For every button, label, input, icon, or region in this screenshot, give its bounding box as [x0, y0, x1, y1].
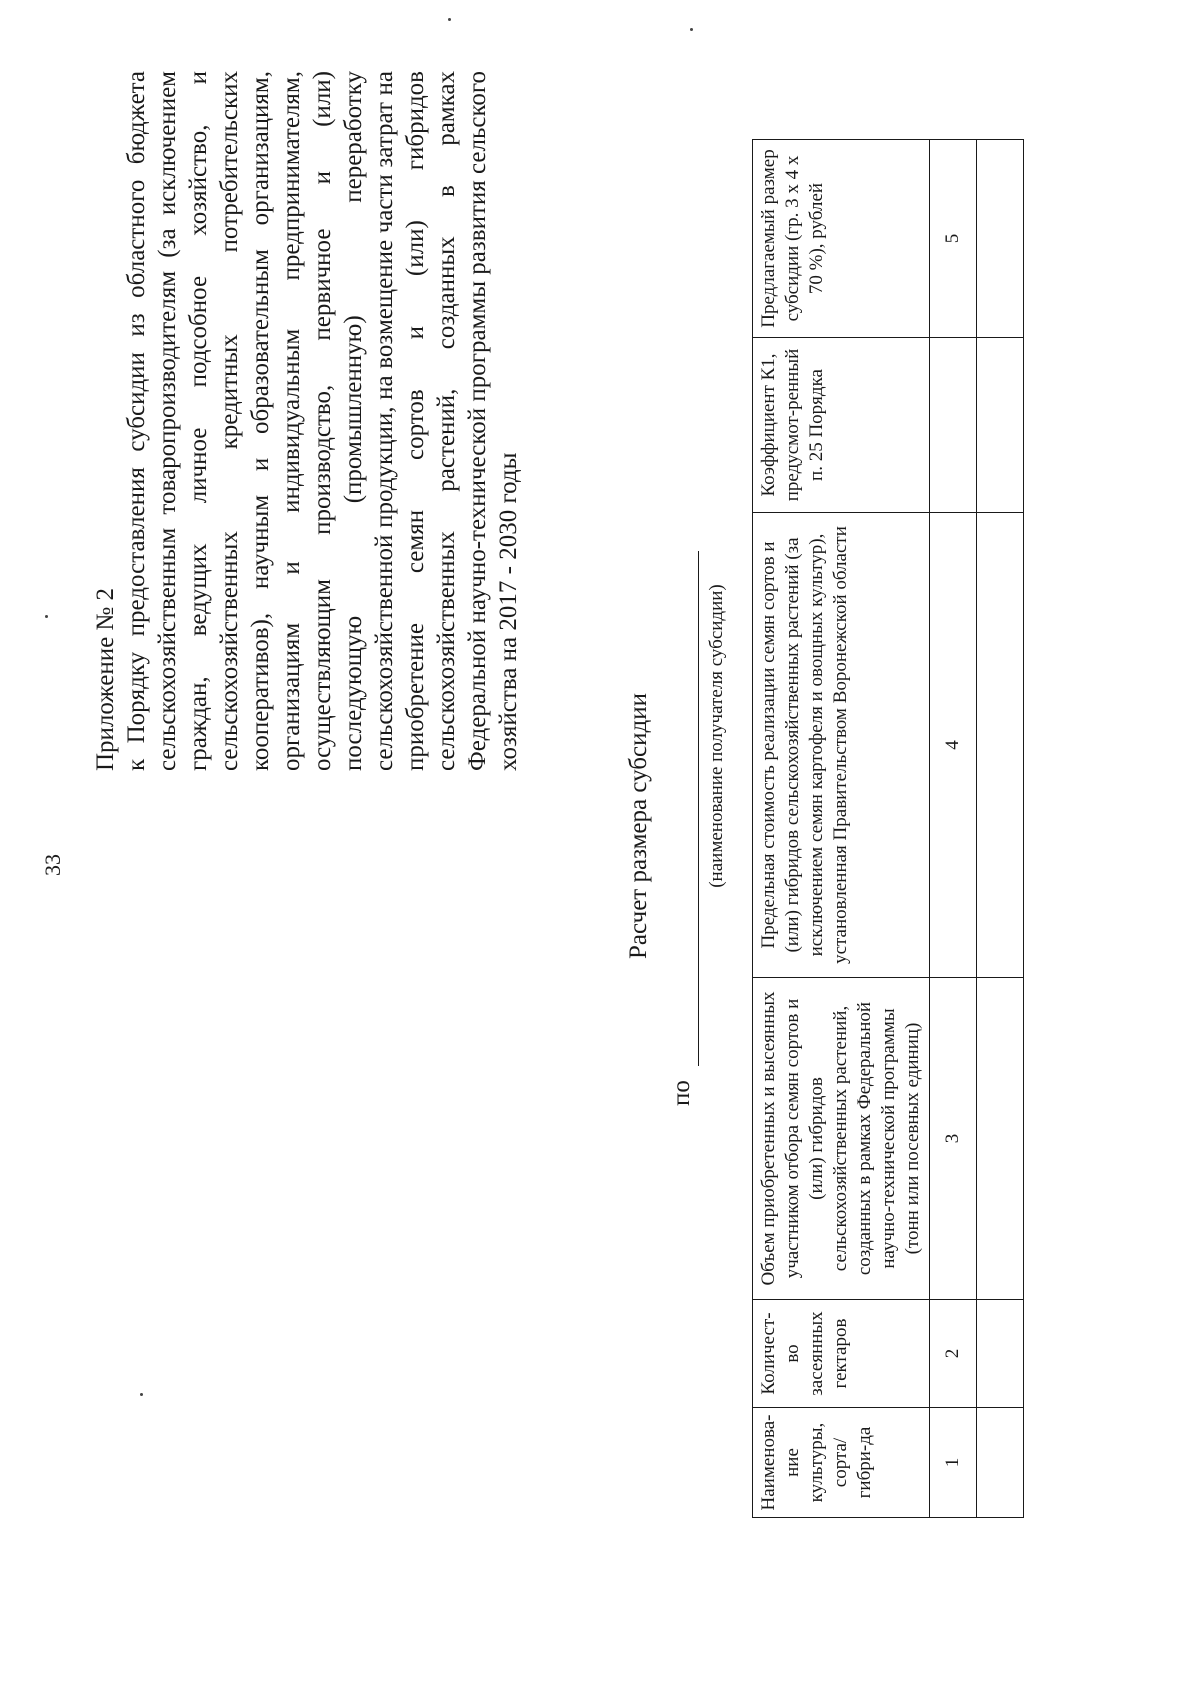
annex-body: к Порядку предоставления субсидии из областного бюджета сельскохозяйственным товаропроизводителям (за исключением граждан, ведущих личное подсобное хозяйство, и сельскохозяйственных кредитных потребительских кооперативов), научным и образовательным организациям, организациям и индивидуальным предпринимателям, осуществляющим производство, первичное и (или) последующую (промышленную) переработку сельскохозяйственной продукции, на возмещение части затрат на приобретение семян сортов и (или) гибридов сельскохозяйственных растений, созданных в рамках Федеральной научно-технической программы развития сельского хозяйства на 2017 - 2030 годы: [123, 71, 522, 771]
header-cell-crop-name: Наименова-ние культуры, сорта/гибри-да: [753, 1408, 930, 1518]
scan-speck: [690, 28, 693, 31]
column-number-cell: [930, 338, 977, 513]
table-row: [977, 140, 1024, 1518]
table-cell: [977, 978, 1024, 1300]
document-heading: Расчет размера субсидии: [625, 693, 652, 959]
table-cell: [977, 338, 1024, 513]
header-cell-seed-volume: Объем приобретенных и высеянных участником отбора семян сортов и (или) гибридов сельскохозяйственных растений, созданных в рамках Федеральной научно-технической программы (тонн или посевных единиц): [753, 978, 930, 1300]
table-cell: [977, 1408, 1024, 1518]
column-number-cell: 4: [930, 513, 977, 978]
recipient-prefix: по: [668, 1080, 695, 1106]
column-number-cell: 3: [930, 978, 977, 1300]
recipient-line: [668, 546, 708, 1106]
subsidy-calculation-table: [752, 139, 1024, 1518]
page-number: 33: [40, 854, 65, 876]
recipient-blank-line: [698, 551, 699, 1066]
table-cell: [977, 1300, 1024, 1408]
scan-speck: [140, 1393, 143, 1396]
table-column-numbers-row: [930, 140, 977, 1518]
header-cell-subsidy-amount: Предлагаемый размер субсидии (гр. 3 х 4 х 70 %), рублей: [753, 140, 930, 338]
header-cell-price-limit: Предельная стоимость реализации семян сортов и (или) гибридов сельскохозяйственных растений (за исключением семян картофеля и овощных культур), установленная Правительством Воронежской области: [753, 513, 930, 978]
recipient-caption: (наименование получателя субсидии): [706, 584, 727, 888]
scan-speck: [45, 615, 48, 618]
column-number-cell: 1: [930, 1408, 977, 1518]
table-cell: [977, 513, 1024, 978]
scan-speck: [448, 18, 451, 21]
table-header-row: [753, 140, 930, 1518]
annex-title: Приложение № 2: [92, 587, 119, 771]
header-cell-coefficient: Коэффициент К1, предусмот-ренный п. 25 Порядка: [753, 338, 930, 513]
column-number-cell: 2: [930, 1300, 977, 1408]
annex-block: [90, 71, 524, 771]
table-cell: [977, 140, 1024, 338]
header-cell-hectares: Количест-во засеянных гектаров: [753, 1300, 930, 1408]
column-number-cell: 5: [930, 140, 977, 338]
